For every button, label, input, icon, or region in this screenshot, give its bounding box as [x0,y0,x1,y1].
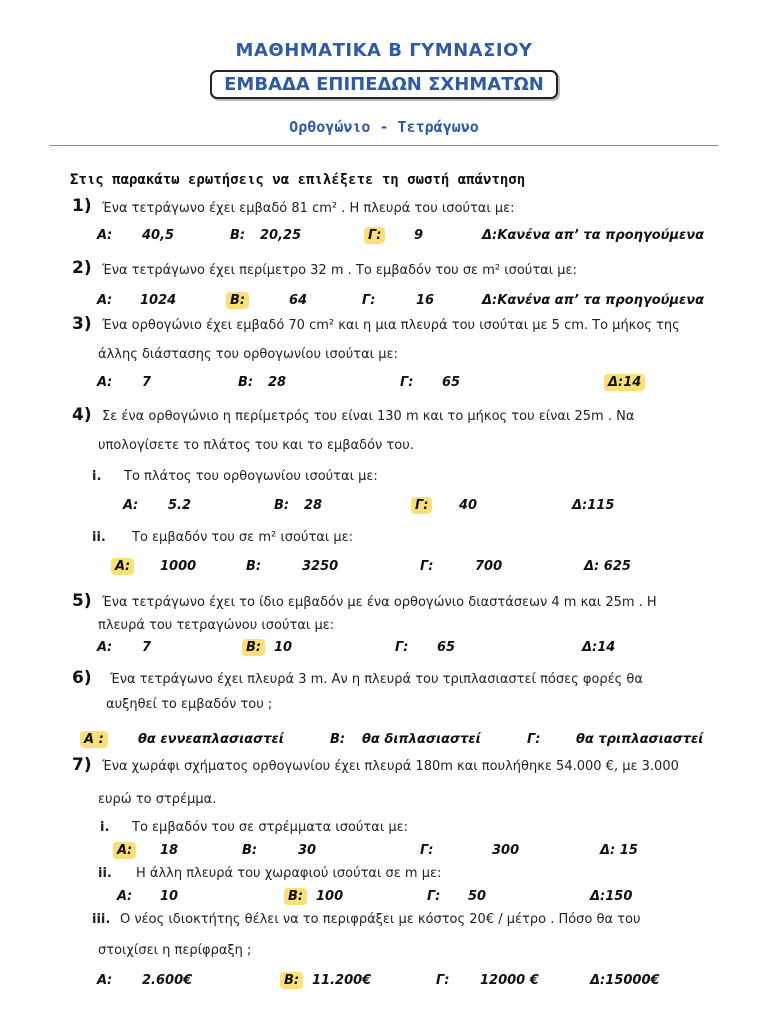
question-number: 4) [72,405,92,425]
option-value-b: 28 [268,375,287,390]
option-value-a: 40,5 [142,228,175,243]
question-number: 5) [72,591,92,611]
option-label-a-correct: Α : [80,731,108,748]
option-label-c: Γ: [395,640,409,655]
subtitle-container [0,74,768,95]
option-label-b: Β: [330,732,346,747]
option-label-b: Β: [274,498,290,513]
option-label-a-correct: Α: [113,842,136,859]
option-value-c: 300 [492,843,520,858]
question-text: Ένα ορθογώνιο έχει εμβαδό 70 cm² και η μια πλευρά του ισούται με 5 cm. Το μήκος της [102,318,680,333]
option-value-b: θα διπλασιαστεί [362,732,481,747]
header-divider [49,145,718,146]
option-value-a: 7 [142,640,152,655]
option-value-b: 3250 [302,559,339,574]
page-subtitle: ΕΜΒΑΔΑ ΕΠΙΠΕΔΩΝ ΣΧΗΜΑΤΩΝ [210,70,558,99]
option-value-a: 1024 [140,293,177,308]
section-heading: Ορθογώνιο - Τετράγωνο [289,118,479,136]
option-label-a-correct: Α: [111,558,134,575]
option-value-b: 28 [304,498,323,513]
option-value-c: 50 [468,889,487,904]
subquestion-text-continued: στοιχίσει η περίφραξη ; [98,943,252,958]
question-number: 3) [72,314,92,334]
option-value-c: 9 [414,228,424,243]
question-text-continued: υπολογίσετε το πλάτος του και το εμβαδόν του. [98,438,414,453]
option-label-c: Γ: [420,559,434,574]
option-label-c: Γ: [400,375,414,390]
option-label-a: Α: [123,498,139,513]
option-label-c: Γ: [427,889,441,904]
subquestion-number: ii. [92,530,106,545]
option-value-a: 1000 [160,559,197,574]
question-text: Ένα τετράγωνο έχει πλευρά 3 m. Αν η πλευρά του τριπλασιαστεί πόσες φορές θα [110,672,643,687]
option-label-d: Δ:115 [572,498,615,513]
question-text: Ένα τετράγωνο έχει εμβαδό 81 cm² . Η πλευρά του ισούται με: [102,201,515,216]
option-value-a: 5.2 [168,498,192,513]
option-value-c: θα τριπλασιαστεί [576,732,704,747]
option-value-a: 10 [160,889,179,904]
option-label-a: Α: [97,375,113,390]
subquestion-number: ii. [98,866,112,881]
option-value-a: 18 [160,843,179,858]
option-label-d: Δ:14 [582,640,616,655]
subquestion-text: Η άλλη πλευρά του χωραφιού ισούται σε m με: [136,866,442,881]
question-text-continued: άλλης διάστασης του ορθογωνίου ισούται με: [98,347,398,362]
question-text: Σε ένα ορθογώνιο η περίμετρός του είναι 130 m και το μήκος του είναι 25m . Να [102,409,635,424]
option-label-d: Δ: 15 [600,843,638,858]
option-label-b: Β: [230,228,246,243]
option-label-a: Α: [97,293,113,308]
option-value-b: 20,25 [260,228,302,243]
option-label-d: Δ:150 [590,889,633,904]
subquestion-text: Το εμβαδόν του σε στρέμματα ισούται με: [132,820,409,835]
option-value-b: 10 [274,640,293,655]
option-label-d-correct: Δ:14 [604,374,645,391]
option-value-a: θα εννεαπλασιαστεί [138,732,284,747]
option-label-d: Δ:Κανένα απ’ τα προηγούμενα [482,228,705,243]
option-label-c: Γ: [420,843,434,858]
question-text: Ένα τετράγωνο έχει το ίδιο εμβαδόν με ένα ορθογώνιο διαστάσεων 4 m και 25m . Η [102,595,657,610]
option-label-c: Γ: [527,732,541,747]
question-number: 1) [72,196,92,216]
question-text-continued: ευρώ το στρέμμα. [98,792,217,807]
question-text-continued: αυξηθεί το εμβαδόν του ; [106,697,273,712]
option-label-b-correct: Β: [284,888,307,905]
option-label-a: Α: [97,973,113,988]
option-value-c: 700 [475,559,503,574]
option-label-b-correct: Β: [226,292,249,309]
option-value-b: 11.200€ [312,973,372,988]
option-value-b: 30 [298,843,317,858]
subquestion-text: Το πλάτος του ορθογωνίου ισούται με: [124,469,378,484]
option-value-a: 7 [142,375,152,390]
option-label-a: Α: [97,640,113,655]
option-value-c: 16 [416,293,435,308]
option-label-d: Δ: 625 [584,559,631,574]
question-number: 2) [72,258,92,278]
option-value-c: 65 [437,640,456,655]
instruction-text: Στις παρακάτω ερωτήσεις να επιλέξετε τη σωστή απάντηση [70,172,526,188]
option-value-c: 12000 € [480,973,539,988]
option-label-c-correct: Γ: [411,497,432,514]
option-label-d: Δ:15000€ [590,973,660,988]
option-value-c: 40 [459,498,478,513]
option-value-c: 65 [442,375,461,390]
option-label-c: Γ: [436,973,450,988]
option-label-a: Α: [117,889,133,904]
option-label-b: Β: [242,843,258,858]
subquestion-number: iii. [92,912,111,927]
question-text: Ένα χωράφι σχήματος ορθογωνίου έχει πλευρά 180m και πουλήθηκε 54.000 €, με 3.000 [102,759,679,774]
page-title: ΜΑΘΗΜΑΤΙΚΑ Β ΓΥΜΝΑΣΙΟΥ [235,40,533,61]
option-value-b: 100 [316,889,344,904]
subquestion-number: i. [100,820,110,835]
question-number: 6) [72,668,92,688]
option-value-a: 2.600€ [142,973,193,988]
subquestion-number: i. [92,469,102,484]
subquestion-text: Το εμβαδόν του σε m² ισούται με: [132,530,354,545]
question-text: Ένα τετράγωνο έχει περίμετρο 32 m . Το εμβαδόν του σε m² ισούται με: [102,263,577,278]
option-label-b-correct: Β: [280,972,303,989]
option-value-b: 64 [289,293,308,308]
option-label-c-correct: Γ: [364,227,385,244]
option-label-b: Β: [246,559,262,574]
question-number: 7) [72,755,92,775]
question-text-continued: πλευρά του τετραγώνου ισούται με: [98,618,335,633]
subquestion-text: Ο νέος ιδιοκτήτης θέλει να το περιφράξει με κόστος 20€ / μέτρο . Πόσο θα του [120,912,641,927]
option-label-b: Β: [238,375,254,390]
option-label-c: Γ: [362,293,376,308]
option-label-b-correct: Β: [242,639,265,656]
option-label-a: Α: [97,228,113,243]
option-label-d: Δ:Κανένα απ’ τα προηγούμενα [482,293,705,308]
